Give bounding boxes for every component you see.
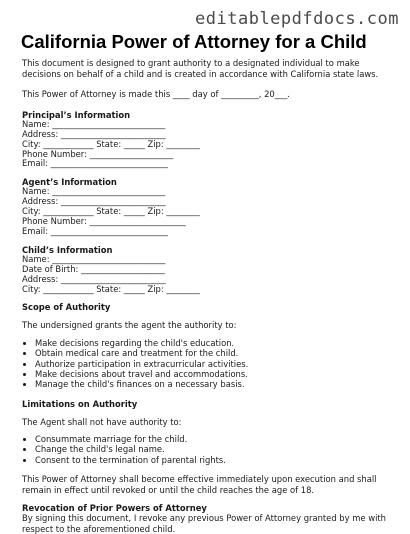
principal-email-field: Email: ____________________________	[22, 158, 168, 169]
child-section	[22, 245, 400, 295]
child-heading: Child’s Information	[22, 244, 113, 255]
effective-paragraph: This Power of Attorney shall become effective immediately upon execution and shall remain in effect until revoked or until the child reaches the age of 18.	[22, 474, 377, 495]
scope-list	[22, 338, 400, 389]
revocation-section	[22, 503, 400, 534]
limitations-list	[22, 434, 400, 465]
limitations-heading: Limitations on Authority	[22, 398, 138, 409]
intro-paragraph: This document is designed to grant authority to a designated individual to make decisions on behalf of a child and is created in accordance with California state laws.	[22, 58, 379, 79]
agent-name-field: Name: ___________________________	[22, 186, 166, 197]
agent-email-field: Email: ____________________________	[22, 225, 168, 236]
limitation-item: • Consent to the termination of parental rights.	[35, 455, 400, 465]
agent-heading: Agent’s Information	[22, 177, 117, 188]
child-name-field: Name: ___________________________	[22, 253, 166, 264]
agent-city-state-zip-field: City: ____________ State: _____ Zip: ________	[22, 206, 200, 217]
scope-item: • Authorize participation in extracurricular activities.	[35, 359, 400, 369]
watermark: editablepdfdocs.com	[195, 9, 399, 29]
revocation-text: By signing this document, I revoke any previous Power of Attorney granted by me with respect to the aforementioned child.	[22, 513, 386, 534]
principal-heading: Principal’s Information	[22, 109, 131, 120]
limitations-section	[22, 399, 400, 465]
scope-item: • Make decisions regarding the child's education.	[35, 338, 400, 348]
principal-name-field: Name: ___________________________	[22, 118, 166, 129]
principal-phone-field: Phone Number: ____________________	[22, 148, 174, 159]
principal-address-field: Address: _________________________	[22, 128, 166, 139]
principal-section	[22, 110, 400, 170]
document	[22, 31, 400, 534]
child-dob-field: Date of Birth: ____________________	[22, 263, 165, 274]
document-title: California Power of Attorney for a Child	[21, 31, 367, 52]
revocation-heading: Revocation of Prior Powers of Attorney	[22, 503, 207, 514]
scope-intro: The undersigned grants the agent the authority to:	[22, 320, 237, 331]
limitations-intro: The Agent shall not have authority to:	[22, 416, 182, 427]
agent-section	[22, 177, 400, 237]
child-address-field: Address: _________________________	[22, 273, 166, 284]
scope-heading: Scope of Authority	[22, 302, 111, 313]
limitation-item: • Change the child's legal name.	[35, 444, 400, 454]
scope-item: • Make decisions about travel and accommodations.	[35, 369, 400, 379]
agent-phone-field: Phone Number: _______________________	[22, 216, 186, 227]
scope-item: • Obtain medical care and treatment for the child.	[35, 348, 400, 358]
scope-item: • Manage the child's finances on a necessary basis.	[35, 379, 400, 389]
agent-address-field: Address: _________________________	[22, 196, 166, 207]
principal-city-state-zip-field: City: ____________ State: _____ Zip: ________	[22, 138, 200, 149]
date-line: This Power of Attorney is made this ____ day of _________, 20___.	[22, 89, 290, 100]
child-city-state-zip-field: City: ____________ State: _____ Zip: ________	[22, 283, 200, 294]
limitation-item: • Consummate marriage for the child.	[35, 434, 400, 444]
scope-section	[22, 302, 400, 389]
